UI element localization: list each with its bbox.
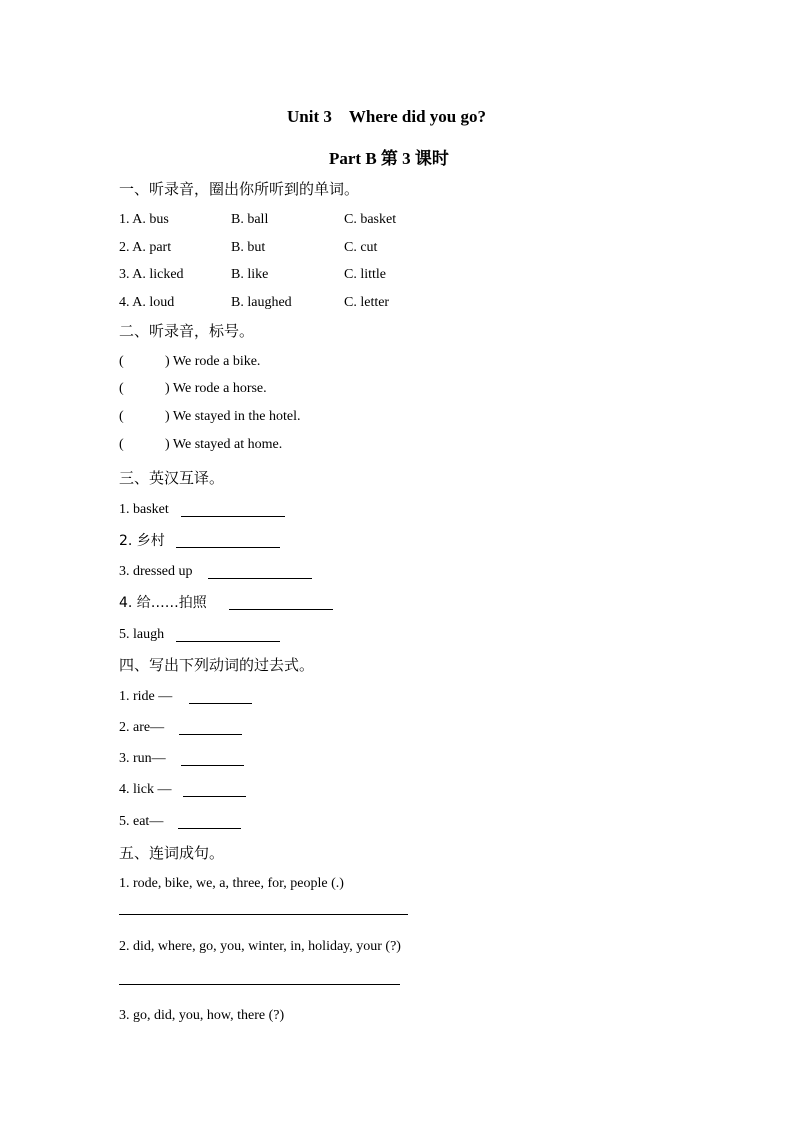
choice-3b: B. like bbox=[231, 267, 269, 282]
close-paren: ) bbox=[165, 381, 170, 396]
choice-1a: 1. A. bus bbox=[119, 212, 169, 227]
section-5-heading: 五、连词成句。 bbox=[119, 844, 225, 862]
choice-4b: B. laughed bbox=[231, 295, 292, 310]
verb-item: 3. run— bbox=[119, 751, 166, 766]
page-subtitle: Part B 第 3 课时 bbox=[329, 149, 449, 168]
order-item bbox=[119, 353, 260, 371]
answer-blank[interactable] bbox=[176, 547, 280, 548]
translate-item-text: 1. basket bbox=[119, 502, 169, 517]
open-paren: ( bbox=[119, 409, 124, 424]
translate-item-text: 5. laugh bbox=[119, 627, 165, 642]
answer-blank[interactable] bbox=[179, 734, 242, 735]
choice-2b: B. but bbox=[231, 240, 266, 255]
order-item-text: We rode a bike. bbox=[172, 354, 261, 369]
translate-item bbox=[119, 532, 165, 550]
choice-3a: 3. A. licked bbox=[119, 267, 184, 282]
choice-2c: C. cut bbox=[344, 240, 378, 255]
answer-blank[interactable] bbox=[181, 516, 285, 517]
choice-2a: 2. A. part bbox=[119, 240, 172, 255]
answer-blank[interactable] bbox=[176, 641, 280, 642]
choice-1b: B. ball bbox=[231, 212, 269, 227]
answer-blank[interactable] bbox=[229, 609, 333, 610]
translate-item-text: 3. dressed up bbox=[119, 564, 193, 579]
answer-blank[interactable] bbox=[208, 578, 312, 579]
verb-item: 4. lick — bbox=[119, 782, 172, 797]
choice-1c: C. basket bbox=[344, 212, 397, 227]
open-paren: ( bbox=[119, 381, 124, 396]
sentence-item: 2. did, where, go, you, winter, in, holiday, your (?) bbox=[119, 939, 401, 954]
open-paren: ( bbox=[119, 437, 124, 452]
answer-blank[interactable] bbox=[189, 703, 252, 704]
sentence-item: 1. rode, bike, we, a, three, for, people (.) bbox=[119, 876, 344, 891]
order-item-text: We stayed at home. bbox=[172, 437, 283, 452]
order-item bbox=[119, 380, 267, 398]
choice-4c: C. letter bbox=[344, 295, 390, 310]
answer-line[interactable] bbox=[119, 914, 408, 915]
section-3-heading: 三、英汉互译。 bbox=[119, 469, 225, 487]
translate-item-text: 2. 乡村 bbox=[119, 533, 165, 549]
close-paren: ) bbox=[165, 437, 170, 452]
translate-item-text: 4. 给……拍照 bbox=[119, 595, 207, 611]
close-paren: ) bbox=[165, 354, 170, 369]
order-item-text: We rode a horse. bbox=[172, 381, 267, 396]
translate-item bbox=[119, 563, 193, 581]
page-title: Unit 3 Where did you go? bbox=[287, 107, 486, 126]
choice-3c: C. little bbox=[344, 267, 386, 282]
section-2-heading: 二、听录音，标号。 bbox=[119, 322, 255, 340]
order-item-text: We stayed in the hotel. bbox=[172, 409, 301, 424]
order-item bbox=[119, 408, 300, 426]
translate-item bbox=[119, 626, 164, 644]
verb-item: 1. ride — bbox=[119, 689, 173, 704]
answer-line[interactable] bbox=[119, 984, 400, 985]
open-paren: ( bbox=[119, 354, 124, 369]
order-item bbox=[119, 436, 282, 454]
answer-blank[interactable] bbox=[181, 765, 244, 766]
translate-item bbox=[119, 594, 207, 612]
answer-blank[interactable] bbox=[178, 828, 241, 829]
section-4-heading: 四、写出下列动词的过去式。 bbox=[119, 656, 315, 674]
choice-4a: 4. A. loud bbox=[119, 295, 175, 310]
close-paren: ) bbox=[165, 409, 170, 424]
verb-item: 5. eat— bbox=[119, 814, 164, 829]
section-1-heading: 一、听录音，圈出你所听到的单词。 bbox=[119, 180, 360, 198]
translate-item bbox=[119, 501, 169, 519]
verb-item: 2. are— bbox=[119, 720, 165, 735]
sentence-item: 3. go, did, you, how, there (?) bbox=[119, 1008, 285, 1023]
answer-blank[interactable] bbox=[183, 796, 246, 797]
